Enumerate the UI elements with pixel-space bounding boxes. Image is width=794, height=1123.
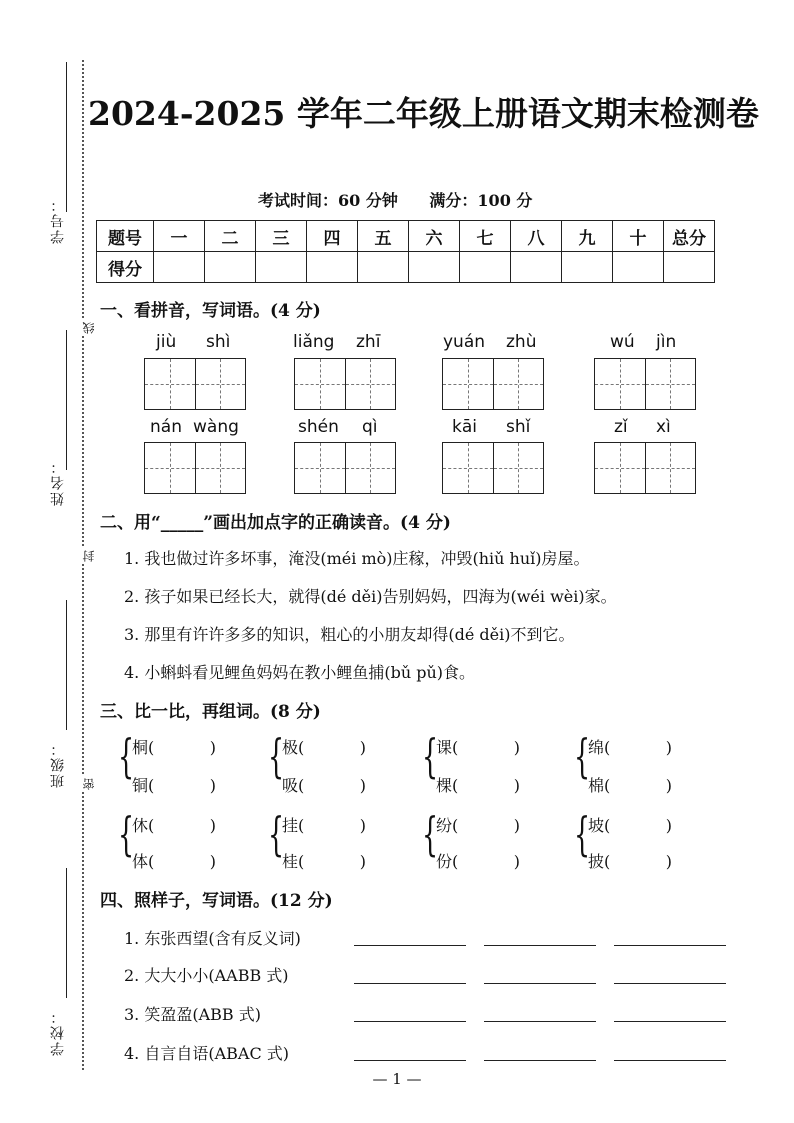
answer-blank[interactable] [614, 1021, 726, 1022]
compare-char: 极 [282, 738, 299, 757]
compare-char: 桂 [282, 852, 299, 871]
answer-paren[interactable]: ( ) [604, 816, 673, 835]
section-2-heading: 二、用“_____”画出加点字的正确读音。(4 分) [100, 513, 451, 533]
pinyin: zǐ [614, 417, 628, 437]
compare-char: 体 [132, 852, 149, 871]
example-word: 1. 东张西望(含有反义词) [124, 929, 301, 948]
pinyin: shén [298, 417, 339, 437]
score-header-cell: 五 [358, 221, 409, 252]
brace-icon: { [574, 729, 591, 783]
page-number: — 1 — [372, 1070, 422, 1088]
answer-blank[interactable] [484, 1021, 596, 1022]
pinyin: xì [656, 417, 671, 437]
compare-char: 铜 [132, 776, 149, 795]
compare-char: 披 [588, 852, 605, 871]
compare-char: 坡 [588, 816, 605, 835]
cut-mark-line: 线 [82, 322, 96, 334]
answer-blank[interactable] [354, 945, 466, 946]
answer-paren[interactable]: ( ) [298, 776, 367, 795]
score-header-cell: 三 [256, 221, 307, 252]
answer-blank[interactable] [354, 1021, 466, 1022]
writing-grid[interactable] [294, 442, 396, 494]
section-3-heading: 三、比一比，再组词。(8 分) [100, 702, 321, 722]
example-word: 2. 大大小小(AABB 式) [124, 966, 289, 985]
answer-paren[interactable]: ( ) [148, 776, 217, 795]
answer-blank[interactable] [484, 983, 596, 984]
compare-char: 棵 [436, 776, 453, 795]
score-input-cell[interactable] [562, 252, 613, 283]
binding-dotted-line [82, 60, 84, 1070]
answer-paren[interactable]: ( ) [298, 738, 367, 757]
answer-blank[interactable] [484, 945, 596, 946]
pinyin: zhī [356, 332, 381, 352]
answer-paren[interactable]: ( ) [148, 816, 217, 835]
score-table [96, 220, 715, 283]
example-word: 4. 自言自语(ABAC 式) [124, 1044, 290, 1063]
score-input-cell[interactable] [358, 252, 409, 283]
writing-grid[interactable] [442, 442, 544, 494]
pinyin: wú [610, 332, 635, 352]
writing-grid[interactable] [594, 442, 696, 494]
answer-paren[interactable]: ( ) [452, 816, 521, 835]
pinyin: shì [206, 332, 231, 352]
answer-blank[interactable] [614, 1060, 726, 1061]
answer-paren[interactable]: ( ) [604, 776, 673, 795]
compare-char: 休 [132, 816, 149, 835]
score-input-cell[interactable] [256, 252, 307, 283]
answer-blank[interactable] [354, 983, 466, 984]
answer-paren[interactable]: ( ) [298, 852, 367, 871]
cut-mark-seal: 封 [82, 550, 96, 562]
writing-grid[interactable] [144, 358, 246, 410]
pinyin: jìn [656, 332, 677, 352]
pinyin: liǎng [293, 332, 335, 352]
compare-char: 桐 [132, 738, 149, 757]
score-header-cell: 七 [460, 221, 511, 252]
brace-icon: { [118, 729, 135, 783]
score-input-cell[interactable] [613, 252, 664, 283]
class-label: 班级： [50, 740, 66, 788]
pinyin: qì [362, 417, 378, 437]
answer-paren[interactable]: ( ) [148, 852, 217, 871]
pinyin: zhù [506, 332, 537, 352]
section-1-heading: 一、看拼音，写词语。(4 分) [100, 301, 321, 321]
reading-question: 1. 我也做过许多坏事，淹没(méi mò)庄稼，冲毁(hiǔ huǐ)房屋。 [124, 549, 590, 568]
score-header-cell: 二 [205, 221, 256, 252]
brace-icon: { [268, 807, 285, 861]
score-header-cell: 四 [307, 221, 358, 252]
score-header-cell: 六 [409, 221, 460, 252]
score-header-cell: 总分 [664, 221, 715, 252]
writing-grid[interactable] [144, 442, 246, 494]
answer-paren[interactable]: ( ) [148, 738, 217, 757]
compare-char: 课 [436, 738, 453, 757]
pinyin: nán [150, 417, 182, 437]
student-no-rule [66, 62, 67, 212]
writing-grid[interactable] [294, 358, 396, 410]
compare-char: 吸 [282, 776, 299, 795]
answer-paren[interactable]: ( ) [452, 852, 521, 871]
brace-icon: { [118, 807, 135, 861]
answer-paren[interactable]: ( ) [452, 738, 521, 757]
compare-char: 挂 [282, 816, 299, 835]
cut-mark-secret: 密 [82, 778, 96, 790]
score-input-cell[interactable] [460, 252, 511, 283]
score-table-header-row [97, 221, 715, 252]
exam-title: 2024-2025 学年二年级上册语文期末检测卷 [88, 94, 759, 133]
pinyin: wàng [193, 417, 239, 437]
example-word: 3. 笑盈盈(ABB 式) [124, 1005, 261, 1024]
score-table-score-row [97, 252, 715, 283]
answer-paren[interactable]: ( ) [298, 816, 367, 835]
score-header-cell: 九 [562, 221, 613, 252]
score-input-cell[interactable] [154, 252, 205, 283]
name-label: 姓名： [50, 458, 66, 506]
reading-question: 4. 小蝌蚪看见鲤鱼妈妈在教小鲤鱼捕(bǔ pǔ)食。 [124, 663, 476, 682]
answer-paren[interactable]: ( ) [452, 776, 521, 795]
pinyin: jiù [156, 332, 177, 352]
school-label: 学校： [50, 1008, 66, 1056]
pinyin: kāi [452, 417, 477, 437]
reading-question: 3. 那里有许许多多的知识，粗心的小朋友却得(dé děi)不到它。 [124, 625, 575, 644]
brace-icon: { [268, 729, 285, 783]
answer-paren[interactable]: ( ) [604, 852, 673, 871]
score-input-cell[interactable] [511, 252, 562, 283]
score-input-cell[interactable] [664, 252, 715, 283]
score-input-cell[interactable] [205, 252, 256, 283]
score-header-cell: 十 [613, 221, 664, 252]
compare-char: 绵 [588, 738, 605, 757]
class-rule [66, 600, 67, 730]
score-input-cell[interactable] [307, 252, 358, 283]
writing-grid[interactable] [594, 358, 696, 410]
score-header-cell: 题号 [97, 221, 154, 252]
full-score: 满分：100 分 [429, 191, 533, 210]
reading-question: 2. 孩子如果已经长大，就得(dé děi)告别妈妈，四海为(wéi wèi)家。 [124, 587, 617, 606]
exam-meta [258, 188, 558, 211]
answer-blank[interactable] [614, 983, 726, 984]
student-no-label: 学号： [50, 196, 66, 244]
exam-time: 考试时间：60 分钟 [258, 191, 398, 210]
school-rule [66, 868, 67, 998]
pinyin: yuán [443, 332, 486, 352]
answer-blank[interactable] [484, 1060, 596, 1061]
score-header-cell: 八 [511, 221, 562, 252]
score-row-label: 得分 [97, 252, 154, 283]
pinyin: shǐ [506, 417, 531, 437]
compare-char: 份 [436, 852, 453, 871]
compare-char: 棉 [588, 776, 605, 795]
brace-icon: { [422, 729, 439, 783]
compare-char: 纷 [436, 816, 453, 835]
score-header-cell: 一 [154, 221, 205, 252]
brace-icon: { [422, 807, 439, 861]
section-4-heading: 四、照样子，写词语。(12 分) [100, 891, 333, 911]
name-rule [66, 330, 67, 470]
brace-icon: { [574, 807, 591, 861]
answer-blank[interactable] [614, 945, 726, 946]
writing-grid[interactable] [442, 358, 544, 410]
answer-blank[interactable] [354, 1060, 466, 1061]
answer-paren[interactable]: ( ) [604, 738, 673, 757]
score-input-cell[interactable] [409, 252, 460, 283]
